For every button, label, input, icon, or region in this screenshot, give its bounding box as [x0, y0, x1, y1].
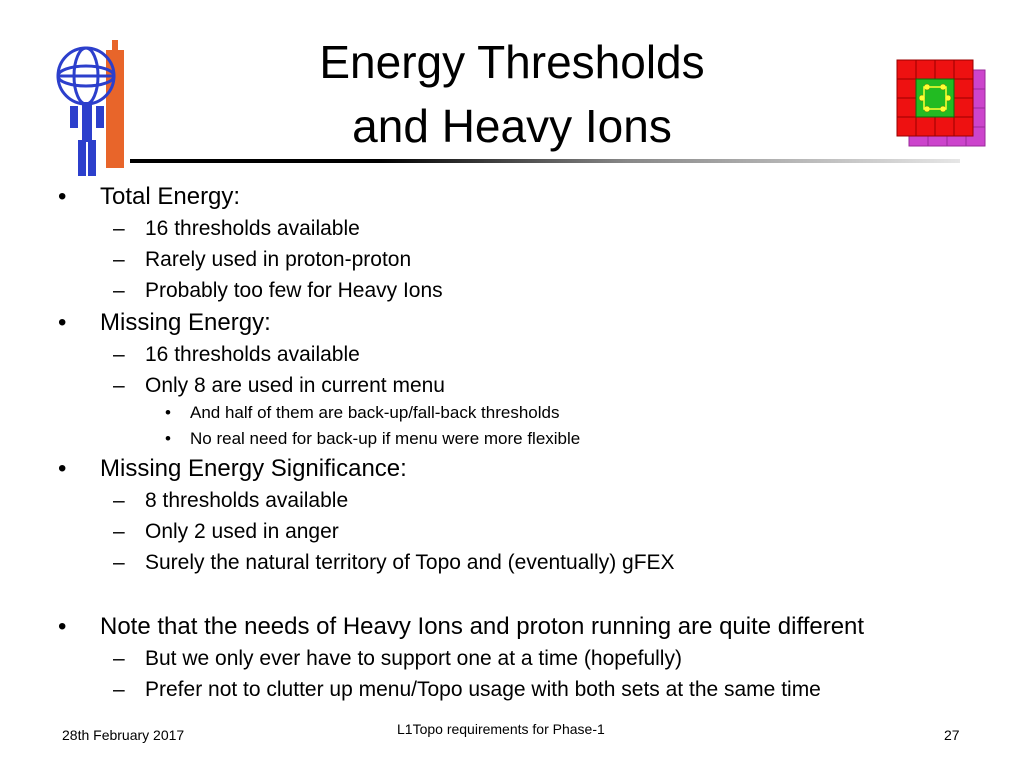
bullet-text: Missing Energy Significance: — [100, 455, 407, 482]
sub-sub-bullet-text: No real need for back-up if menu were more flexible — [190, 429, 581, 448]
dash-marker: – — [113, 520, 125, 543]
dash-marker: – — [113, 551, 125, 574]
sub-bullet — [113, 246, 412, 273]
bullet-marker: • — [58, 455, 67, 482]
footer-date: 28th February 2017 — [62, 727, 185, 743]
calorimeter-grid-icon — [893, 58, 989, 150]
bullet-marker: • — [58, 613, 67, 640]
sub-sub-bullet-text: And half of them are back-up/fall-back thresholds — [190, 403, 560, 422]
sub-bullet-text: 8 thresholds available — [145, 489, 349, 512]
title-line-1: Energy Thresholds — [319, 36, 705, 88]
sub-bullet — [113, 487, 349, 514]
bullet-text: Missing Energy: — [100, 309, 271, 336]
sub-bullet-text: Only 2 used in anger — [145, 520, 339, 543]
dash-marker: – — [113, 279, 125, 302]
bullet-text: Total Energy: — [100, 183, 241, 210]
title-underline — [130, 159, 960, 163]
dash-marker: – — [113, 248, 125, 271]
page-number: 27 — [944, 727, 960, 743]
sub-bullet-text: Surely the natural territory of Topo and (eventually) gFEX — [145, 551, 675, 574]
sub-bullet-text: 16 thresholds available — [145, 343, 360, 366]
dash-marker: – — [113, 343, 125, 366]
bullet-missing-energy-significance — [58, 454, 407, 484]
sub-sub-bullet — [165, 402, 560, 424]
sub-bullet — [113, 518, 339, 545]
dash-marker: – — [113, 217, 125, 240]
slide-title — [250, 30, 774, 158]
sub-sub-bullet — [165, 428, 581, 450]
footer-title: L1Topo requirements for Phase-1 — [397, 721, 605, 737]
sub-bullet — [113, 645, 682, 672]
sub-bullet — [113, 277, 443, 304]
sub-bullet-text: Probably too few for Heavy Ions — [145, 279, 443, 302]
bullet-missing-energy — [58, 308, 271, 338]
bullet-marker: • — [58, 183, 67, 210]
sub-bullet-text: Rarely used in proton-proton — [145, 248, 412, 271]
dash-marker: – — [113, 647, 125, 670]
sub-bullet — [113, 676, 821, 703]
sub-bullet-text: Prefer not to clutter up menu/Topo usage with both sets at the same time — [145, 678, 821, 701]
sub-bullet-text: Only 8 are used in current menu — [145, 374, 445, 397]
atlas-logo-icon — [52, 40, 132, 180]
sub-bullet — [113, 341, 360, 368]
sub-bullet-text: 16 thresholds available — [145, 217, 360, 240]
dash-marker: – — [113, 374, 125, 397]
dash-marker: – — [113, 678, 125, 701]
small-bullet-marker: • — [165, 429, 171, 448]
sub-bullet — [113, 549, 675, 576]
bullet-text: Note that the needs of Heavy Ions and proton running are quite different — [100, 613, 865, 640]
sub-bullet — [113, 215, 360, 242]
dash-marker: – — [113, 489, 125, 512]
sub-bullet — [113, 372, 445, 399]
bullet-marker: • — [58, 309, 67, 336]
bullet-note — [58, 612, 865, 642]
small-bullet-marker: • — [165, 403, 171, 422]
bullet-total-energy — [58, 182, 241, 212]
sub-bullet-text: But we only ever have to support one at a time (hopefully) — [145, 647, 682, 670]
title-line-2: and Heavy Ions — [352, 100, 672, 152]
